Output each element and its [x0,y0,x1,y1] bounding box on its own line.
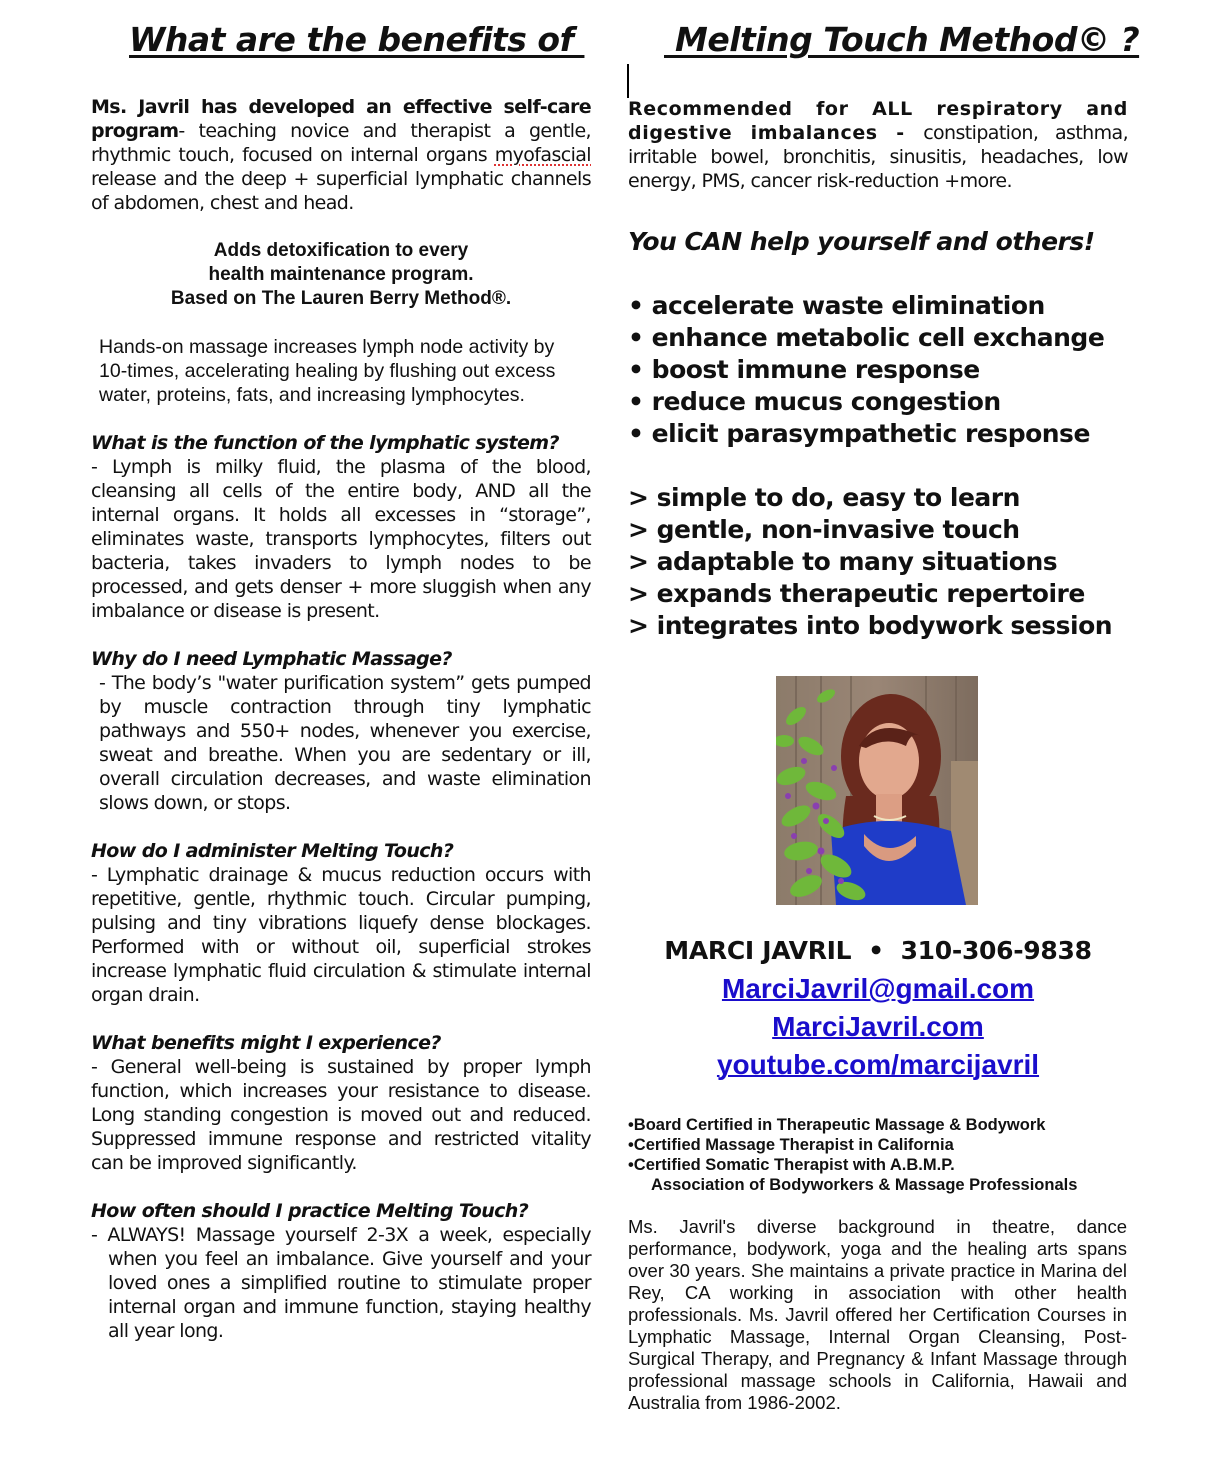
intro-text-1: - teaching novice and therapist a gentle, rhythmic touch, focused on internal organs [91,120,591,166]
bullet-item: • reduce mucus congestion [628,387,1001,416]
faq-answer: - ALWAYS! Massage yourself 2-3X a week, especially when you feel an imbalance. Give yourself and your loved ones a simplified routine to stimulate proper internal organ and immune function, staying healthy all year long. [91,1224,591,1342]
certification-item: Association of Bodyworkers & Massage Professionals [651,1176,1078,1194]
certification-item: •Board Certified in Therapeutic Massage & Bodywork [628,1116,1046,1134]
faq-answer: - Lymphatic drainage & mucus reduction occurs with repetitive, gentle, rhythmic touch. Circular pumping, pulsing and tiny vibrations liquefy dense blockages. Performed with or without oil, superficial strokes increase lymphatic fluid circulation & stimulate internal organ drain. [91,864,591,1006]
faq-answer: - General well-being is sustained by proper lymph function, which increases your resistance to disease. Long standing congestion is moved out and reduced. Suppressed immune response and restricted vitality can be improved significantly. [91,1056,591,1174]
hands-on-paragraph: Hands-on massage increases lymph node activity by 10-times, accelerating healing by flushing out excess water, proteins, fats, and increasing lymphocytes. [99,336,556,406]
bullet-item: • enhance metabolic cell exchange [628,323,1105,352]
benefit-bullets [628,290,1128,450]
feature-item: > expands therapeutic repertoire [628,579,1085,608]
bullet-item: • accelerate waste elimination [628,291,1045,320]
faq-question: How do I administer Melting Touch? [91,840,454,862]
intro-paragraph [91,95,591,215]
certifications-list [628,1115,1138,1195]
faq-answer: - The body’s "water purification system” gets pumped by muscle contraction through tiny lymphatic pathways and 550+ nodes, whenever you exercise, sweat and breathe. When you are sedentary or ill, overall circulation decreases, and waste elimination slows down, or stops. [99,672,591,814]
youtube-link[interactable]: youtube.com/marcijavril [716,1049,1040,1080]
faq-question: How often should I practice Melting Touch? [91,1200,529,1222]
faq-question: Why do I need Lymphatic Massage? [91,648,452,670]
faq-question: What benefits might I experience? [91,1032,441,1054]
feature-item: > gentle, non-invasive touch [628,515,1020,544]
right-column [628,97,1128,642]
portrait-photo-illustration [776,676,978,905]
bullet-item: • boost immune response [628,355,980,384]
intro-text-2: release and the deep + superficial lymphatic channels of abdomen, chest and head. [91,168,591,214]
certification-item: •Certified Massage Therapist in California [628,1136,954,1154]
detox-statement [91,239,591,311]
detox-line: Based on The Lauren Berry Method®. [170,288,512,309]
bio-paragraph: Ms. Javril's diverse background in theatre, dance performance, bodywork, yoga and the healing arts spans over 30 years. She maintains a private practice in Marina del Rey, CA working in association with other health professionals. Ms. Javril offered her Certification Courses in Lymphatic Massage, Internal Organ Cleansing, Post-Surgical Therapy, and Pregnancy & Infant Massage through professional massage schools in California, Hawaii and Australia from 1986-2002. [628,1216,1127,1413]
recommended-text: constipation, asthma, irritable bowel, bronchitis, sinusitis, headaches, low energy, PMS, cancer risk-reduction +more. [628,122,1129,192]
feature-item: > integrates into bodywork session [628,611,1113,640]
detox-line: Adds detoxification to every [213,240,469,261]
detox-line: health maintenance program. [208,264,474,285]
feature-list [628,482,1128,642]
faq-question: What is the function of the lymphatic system? [91,432,559,454]
title-right: Melting Touch Method© ? [664,20,1140,59]
faq-answer: - Lymph is milky fluid, the plasma of the blood, cleansing all cells of the entire body, AND all the internal organs. It holds all excesses in “storage”, eliminates waste, transports lymphocytes, filters out bacteria, takes invaders to lymph nodes to be processed, and gets denser + more sluggish when any imbalance or disease is present. [91,456,591,622]
recommended-bold: Recommended for ALL respiratory and digestive imbalances - [628,98,1128,144]
feature-item: > adaptable to many situations [628,547,1058,576]
help-heading: You CAN help yourself and others! [628,227,1095,256]
feature-item: > simple to do, easy to learn [628,483,1020,512]
recommended-paragraph [628,97,1128,193]
portrait-photo [776,676,978,905]
email-link[interactable]: MarciJavril@gmail.com [721,973,1035,1004]
left-column [91,95,591,1343]
text-cursor [627,64,629,98]
website-link[interactable]: MarciJavril.com [772,1011,984,1042]
intro-bold: Ms. Javril has developed an effective self-care program [91,96,591,142]
spellcheck-word[interactable]: myofascial [494,144,591,166]
certification-item: •Certified Somatic Therapist with A.B.M.P. [628,1156,955,1174]
contact-name-phone: MARCI JAVRIL • 310-306-9838 [664,936,1092,965]
bullet-item: • elicit parasympathetic response [628,419,1090,448]
title-left: What are the benefits of [129,20,585,59]
